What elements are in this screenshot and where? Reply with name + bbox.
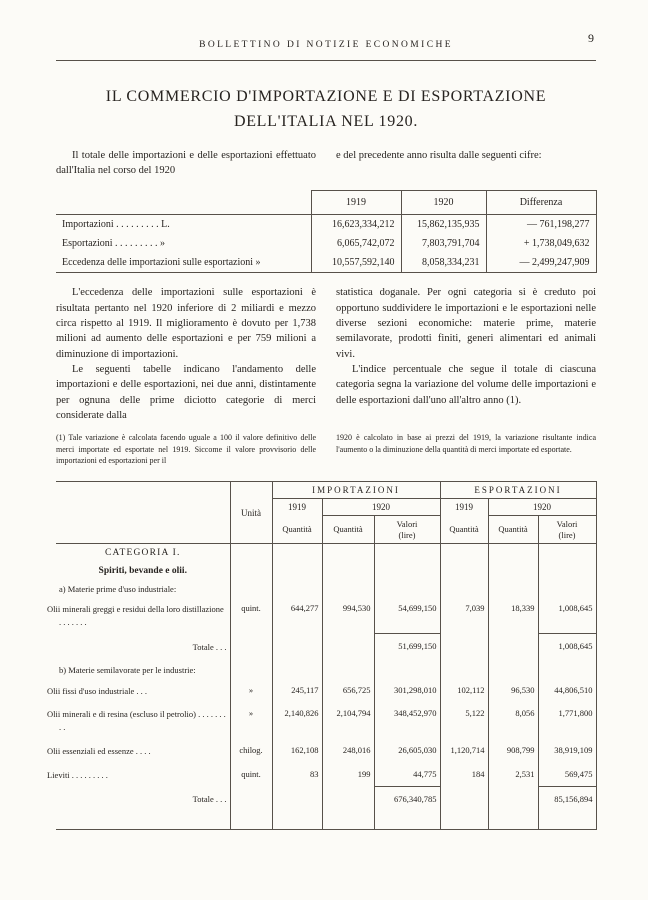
unit-cell: » [230,679,272,703]
subtotal-row [56,786,596,815]
summary-table [56,190,597,273]
summary-col-1920: 1920 [401,191,486,215]
unit-cell: chilog. [230,739,272,763]
imp-valori-1920: 44,775 [374,763,440,787]
empty-cell [230,662,272,678]
body-left-column [56,285,316,423]
col-header-quantita: Quantità [322,515,374,543]
intro-right-column [336,148,596,179]
esp-valori-1920: 38,919,109 [538,739,596,763]
imp-valori-1920: 54,699,150 [374,597,440,634]
empty-cell [538,662,596,678]
article-title-line2: DELL'ITALIA NEL 1920. [233,112,419,130]
col-header-valori [374,515,440,543]
esp-quantita-1920: 908,799 [488,739,538,763]
table-row [56,679,596,703]
esp-quantita-1919: 184 [440,763,488,787]
empty-cell [272,662,322,678]
table-header-groups [56,481,596,498]
category-subtitle: Spiriti, bevande e olii. [98,566,187,577]
imp-quantita-1920: 248,016 [322,739,374,763]
summary-row-esportazioni [56,234,596,253]
esp-quantita-1919: 5,122 [440,702,488,739]
esp-valori-1920: 1,771,800 [538,702,596,739]
lire-label: (lire) [558,529,576,540]
empty-cell [488,662,538,678]
empty-cell [374,544,440,581]
col-header-imp-1919: 1919 [272,498,322,515]
value-1920: 15,862,135,935 [401,215,486,235]
empty-cell [272,786,322,815]
subtotal-row [56,634,596,663]
value-1919: 16,623,334,212 [311,215,401,235]
row-label: Importazioni . . . . . . . . . L. [62,219,170,231]
summary-row-importazioni [56,215,596,235]
footnotes [56,432,596,467]
summary-col-1919: 1919 [311,191,401,215]
empty-cell [322,634,374,663]
esp-quantita-1919: 102,112 [440,679,488,703]
intro-left-column [56,148,316,179]
footnote-left-column [56,432,316,467]
empty-cell [56,815,230,830]
imp-quantita-1920: 2,104,794 [322,702,374,739]
body-paragraphs [56,285,596,423]
category-heading [56,544,230,581]
totale-label: Totale . . . [192,794,227,805]
empty-cell [538,544,596,581]
empty-cell [374,662,440,678]
empty-cell [440,544,488,581]
commodity-label: Olii minerali greggi e residui della loro distillazione . . . . . . . [47,604,224,627]
col-header-valori [538,515,596,543]
esp-quantita-1920: 8,056 [488,702,538,739]
esp-quantita-1920: 18,339 [488,597,538,634]
table-row [56,739,596,763]
empty-cell [538,815,596,830]
unit-cell: quint. [230,597,272,634]
col-header-unita: Unità [230,481,272,543]
empty-cell [322,544,374,581]
empty-cell [272,581,322,597]
article-title [56,85,596,135]
empty-cell [488,544,538,581]
imp-quantita-1919: 162,108 [272,739,322,763]
totale-label: Totale . . . [192,641,227,652]
imp-valori-1920: 348,452,970 [374,702,440,739]
col-header-quantita: Quantità [488,515,538,543]
esp-valori-totale: 1,008,645 [538,634,596,663]
empty-cell [440,634,488,663]
value-1919: 6,065,742,072 [311,234,401,253]
commodity-label: Lieviti . . . . . . . . . [47,769,108,780]
valori-label: Valori [396,518,418,529]
imp-quantita-1920: 994,530 [322,597,374,634]
value-differenza: — 2,499,247,909 [486,253,596,273]
empty-cell [488,815,538,830]
imp-quantita-1920: 199 [322,763,374,787]
journal-title: BOLLETTINO DI NOTIZIE ECONOMICHE [199,40,453,50]
esp-valori-totale: 85,156,894 [538,786,596,815]
commodity-label: Olii fissi d'uso industriale . . . [47,685,147,696]
esp-valori-1920: 1,008,645 [538,597,596,634]
empty-header-cell [56,481,230,543]
empty-cell [440,815,488,830]
empty-cell [230,815,272,830]
value-differenza: + 1,738,049,632 [486,234,596,253]
body-paragraph: Le seguenti tabelle indicano l'andamento delle importazioni e delle esportazioni, nei due anni, distintamente per ognuna delle prime diciotto categorie di merci considerate dalla [56,363,316,421]
empty-cell [440,662,488,678]
commodity-label: Olii essenziali ed essenze . . . . [47,745,151,756]
section-a-heading: a) Materie prime d'uso industriale: [59,583,177,594]
empty-cell [272,815,322,830]
footnote-text: 1920 è calcolato in base ai prezzi del 1919, la variazione risultante indica l'aumento o la diminuzione della quantità di merci importate ed esportate. [336,433,596,454]
section-heading-row [56,662,596,678]
empty-cell [322,786,374,815]
esp-quantita-1920: 96,530 [488,679,538,703]
footnote-text: (1) Tale variazione è calcolata facendo uguale a 100 il valore definitivo delle merci importate ed esportate nel 1919. Siccome il valore provvisorio delle importazioni ed esportazioni per il [56,433,316,466]
intro-paragraphs [56,148,596,179]
imp-valori-1920: 301,298,010 [374,679,440,703]
col-group-importazioni: IMPORTAZIONI [272,481,440,498]
esp-quantita-1920: 2,531 [488,763,538,787]
value-1920: 8,058,334,231 [401,253,486,273]
value-1920: 7,803,791,704 [401,234,486,253]
esp-quantita-1919: 7,039 [440,597,488,634]
summary-row-eccedenza [56,253,596,273]
empty-cell [230,581,272,597]
section-b-heading: b) Materie semilavorate per le industrie: [59,665,196,676]
table-row [56,702,596,739]
footnote-right-column [336,432,596,467]
esp-valori-1920: 44,806,510 [538,679,596,703]
category-title: CATEGORIA I. [104,548,181,559]
categories-table [47,481,597,830]
col-group-esportazioni: ESPORTAZIONI [440,481,596,498]
table-row [56,763,596,787]
commodity-label: Olii minerali e di resina (escluso il petrolio) . . . . . . . . . [47,709,226,733]
category-heading-row [56,544,596,581]
body-right-column [336,285,596,423]
value-1919: 10,557,592,140 [311,253,401,273]
section-heading-row [56,581,596,597]
page-number: 9 [588,31,594,45]
empty-cell [322,815,374,830]
body-paragraph: L'indice percentuale che segue il totale di ciascuna categoria segna la variazione del volume delle importazioni e delle esportazioni dall'uno all'altro anno (1). [336,363,596,406]
imp-quantita-1919: 245,117 [272,679,322,703]
table-row [56,597,596,634]
unit-cell: » [230,702,272,739]
empty-cell [230,634,272,663]
running-head [56,31,596,61]
empty-cell [230,786,272,815]
imp-quantita-1919: 83 [272,763,322,787]
col-header-quantita: Quantità [440,515,488,543]
empty-cell [230,544,272,581]
value-differenza: — 761,198,277 [486,215,596,235]
empty-cell [374,581,440,597]
summary-col-differenza: Differenza [486,191,596,215]
row-label: Esportazioni . . . . . . . . . » [62,238,166,250]
empty-cell [322,581,374,597]
empty-cell [488,634,538,663]
col-header-esp-1919: 1919 [440,498,488,515]
summary-header-row [56,191,596,215]
row-label: Eccedenza delle importazioni sulle esportazioni » [56,253,311,273]
col-header-quantita: Quantità [272,515,322,543]
empty-cell [488,581,538,597]
imp-quantita-1919: 2,140,826 [272,702,322,739]
empty-cell [374,815,440,830]
empty-cell [272,634,322,663]
imp-quantita-1920: 656,725 [322,679,374,703]
body-paragraph: statistica doganale. Per ogni categoria si è creduto poi opportuno suddividere le importazioni e le esportazioni nelle diverse sezioni economiche: materie prime, materie semilavorate, prodotti finiti, generi alimentari ed animali vivi. [336,287,596,360]
empty-header-cell [56,191,311,215]
body-paragraph: L'eccedenza delle importazioni sulle esportazioni è risultata pertanto nel 1920 inferiore di 2 miliardi e mezzo circa rispetto al 1919. Il miglioramento è dovuto per 1,738 milioni ad aumento delle esportazioni e per 759 milioni a diminuzione di importazioni. [56,287,316,360]
empty-cell [322,662,374,678]
imp-valori-1920: 26,605,030 [374,739,440,763]
intro-paragraph: e del precedente anno risulta dalle seguenti cifre: [336,149,542,161]
imp-quantita-1919: 644,277 [272,597,322,634]
unit-cell: quint. [230,763,272,787]
empty-cell [440,786,488,815]
article-title-line1: IL COMMERCIO D'IMPORTAZIONE E DI ESPORTAZIONE [105,88,547,105]
col-header-imp-1920: 1920 [322,498,440,515]
empty-cell [440,581,488,597]
col-header-esp-1920: 1920 [488,498,596,515]
imp-valori-totale: 676,340,785 [374,786,440,815]
empty-cell [538,581,596,597]
esp-valori-1920: 569,475 [538,763,596,787]
intro-paragraph: Il totale delle importazioni e delle esportazioni effettuato dall'Italia nel corso del 1920 [56,149,316,176]
empty-cell [272,544,322,581]
lire-label: (lire) [398,529,416,540]
imp-valori-totale: 51,699,150 [374,634,440,663]
esp-quantita-1919: 1,120,714 [440,739,488,763]
table-filler-row [56,815,596,830]
empty-cell [488,786,538,815]
valori-label: Valori [556,518,578,529]
